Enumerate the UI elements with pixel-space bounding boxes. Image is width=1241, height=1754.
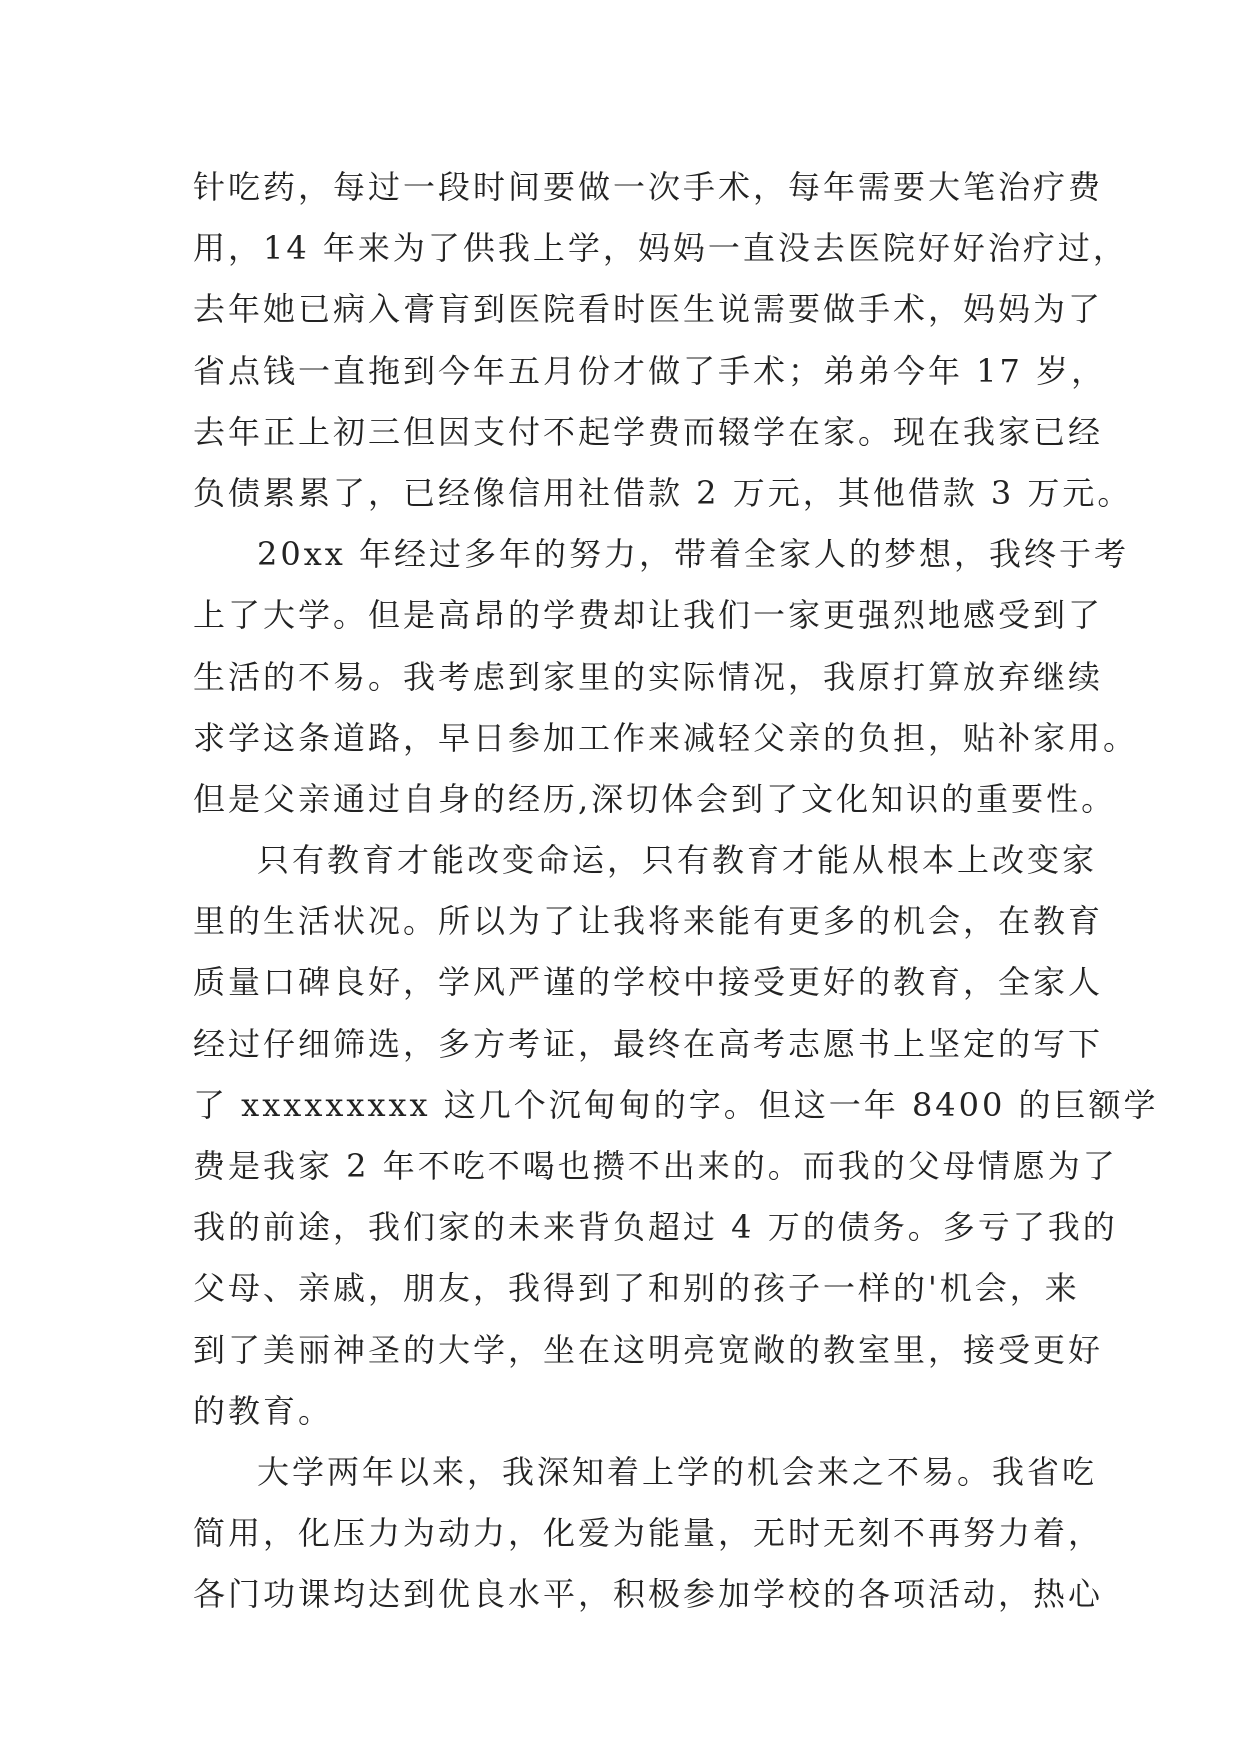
text-line: 简用，化压力为动力，化爱为能量，无时无刻不再努力着， [193, 1514, 1104, 1553]
paragraph-2 [193, 524, 1139, 830]
document-body [193, 157, 1159, 1626]
text-line: 只有教育才能改变命运，只有教育才能从根本上改变家 [257, 841, 1098, 880]
text-line: 负债累累了，已经像信用社借款 2 万元，其他借款 3 万元。 [193, 473, 1133, 512]
text-line: 针吃药，每过一段时间要做一次手术，每年需要大笔治疗费 [193, 168, 1104, 206]
text-line: 里的生活状况。所以为了让我将来能有更多的机会，在教育 [193, 902, 1104, 941]
text-line: 生活的不易。我考虑到家里的实际情况，我原打算放弃继续 [193, 657, 1104, 696]
text-line: 大学两年以来，我深知着上学的机会来之不易。我省吃 [257, 1452, 1098, 1491]
text-line: 费是我家 2 年不吃不喝也攒不出来的。而我的父母情愿为了 [193, 1147, 1118, 1185]
text-line: 去年她已病入膏肓到医院看时医生说需要做手术，妈妈为了 [193, 290, 1104, 329]
text-line: 但是父亲通过自身的经历,深切体会到了文化知识的重要性。 [193, 779, 1117, 818]
text-line: 的教育。 [193, 1391, 334, 1430]
text-line: 我的前途，我们家的未来背负超过 4 万的债务。多亏了我的 [193, 1208, 1118, 1247]
paragraph-4 [193, 1442, 1104, 1626]
text-line: 上了大学。但是高昂的学费却让我们一家更强烈地感受到了 [193, 596, 1104, 635]
paragraph-1 [193, 157, 1133, 524]
text-line: 经过仔细筛选，多方考证，最终在高考志愿书上坚定的写下 [193, 1024, 1104, 1063]
text-line: 父母、亲戚，朋友，我得到了和别的孩子一样的'机会，来 [193, 1269, 1080, 1308]
text-line: 用，14 年来为了供我上学，妈妈一直没去医院好好治疗过， [193, 229, 1128, 268]
text-line: 到了美丽神圣的大学，坐在这明亮宽敞的教室里，接受更好 [193, 1330, 1104, 1369]
text-line: 了 xxxxxxxxx 这几个沉甸甸的字。但这一年 8400 的巨额学 [193, 1085, 1159, 1124]
paragraph-3 [193, 830, 1159, 1442]
text-line: 去年正上初三但因支付不起学费而辍学在家。现在我家已经 [193, 412, 1104, 451]
text-line: 质量口碑良好，学风严谨的学校中接受更好的教育，全家人 [193, 963, 1104, 1002]
text-line: 求学这条道路，早日参加工作来减轻父亲的负担，贴补家用。 [193, 718, 1139, 757]
text-line: 省点钱一直拖到今年五月份才做了手术；弟弟今年 17 岁， [193, 351, 1107, 390]
text-line: 20xx 年经过多年的努力，带着全家人的梦想，我终于考 [257, 535, 1129, 574]
text-line: 各门功课均达到优良水平，积极参加学校的各项活动，热心 [193, 1575, 1104, 1614]
